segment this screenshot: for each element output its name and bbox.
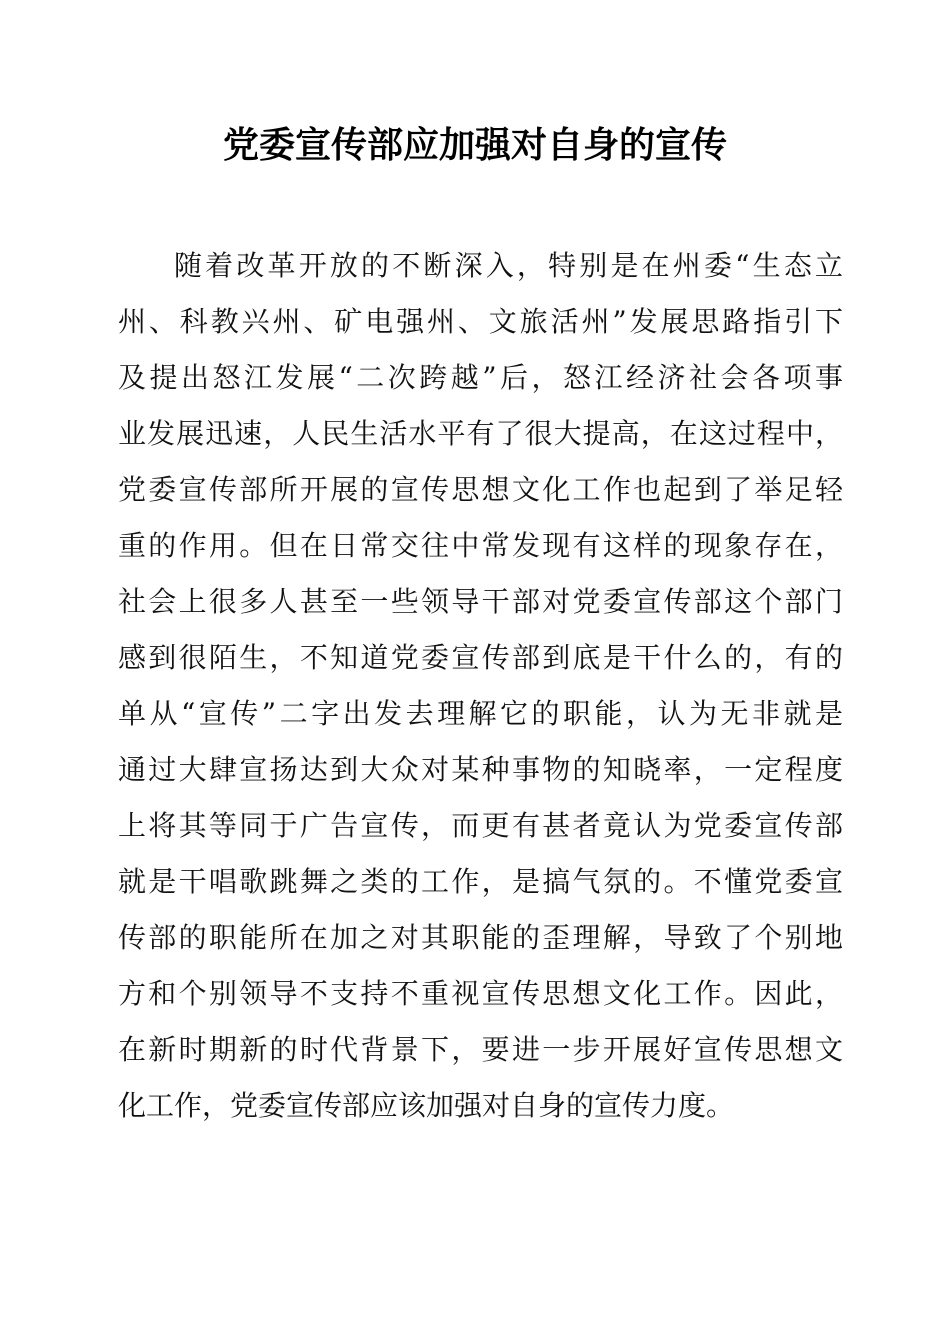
paragraph-line: 上将其等同于广告宣传，而更有甚者竟认为党委宣传部 bbox=[118, 809, 843, 842]
paragraph-line: 单从“宣传”二字出发去理解它的职能，认为无非就是 bbox=[118, 697, 843, 730]
paragraph-line: 社会上很多人甚至一些领导干部对党委宣传部这个部门 bbox=[118, 585, 843, 618]
paragraph-line: 在新时期新的时代背景下，要进一步开展好宣传思想文 bbox=[118, 1033, 843, 1066]
paragraph-line: 党委宣传部所开展的宣传思想文化工作也起到了举足轻 bbox=[118, 473, 843, 506]
paragraph-line: 州、科教兴州、矿电强州、文旅活州”发展思路指引下 bbox=[118, 305, 843, 338]
paragraph-line: 及提出怒江发展“二次跨越”后，怒江经济社会各项事 bbox=[118, 361, 843, 394]
paragraph-line: 随着改革开放的不断深入，特别是在州委“生态立 bbox=[174, 249, 843, 282]
paragraph-line: 重的作用。但在日常交往中常发现有这样的现象存在， bbox=[118, 529, 843, 562]
paragraph-line: 业发展迅速，人民生活水平有了很大提高，在这过程中， bbox=[118, 417, 843, 450]
document-title: 党委宣传部应加强对自身的宣传 bbox=[222, 125, 727, 166]
paragraph-line: 化工作，党委宣传部应该加强对自身的宣传力度。 bbox=[118, 1089, 735, 1122]
paragraph-line: 传部的职能所在加之对其职能的歪理解，导致了个别地 bbox=[118, 921, 843, 954]
paragraph-line: 就是干唱歌跳舞之类的工作，是搞气氛的。不懂党委宣 bbox=[118, 865, 843, 898]
paragraph-line: 方和个别领导不支持不重视宣传思想文化工作。因此， bbox=[118, 977, 843, 1010]
paragraph-line: 感到很陌生，不知道党委宣传部到底是干什么的，有的 bbox=[118, 641, 843, 674]
paragraph-line: 通过大肆宣扬达到大众对某种事物的知晓率，一定程度 bbox=[118, 753, 843, 786]
document-body-paragraph bbox=[118, 238, 843, 1134]
